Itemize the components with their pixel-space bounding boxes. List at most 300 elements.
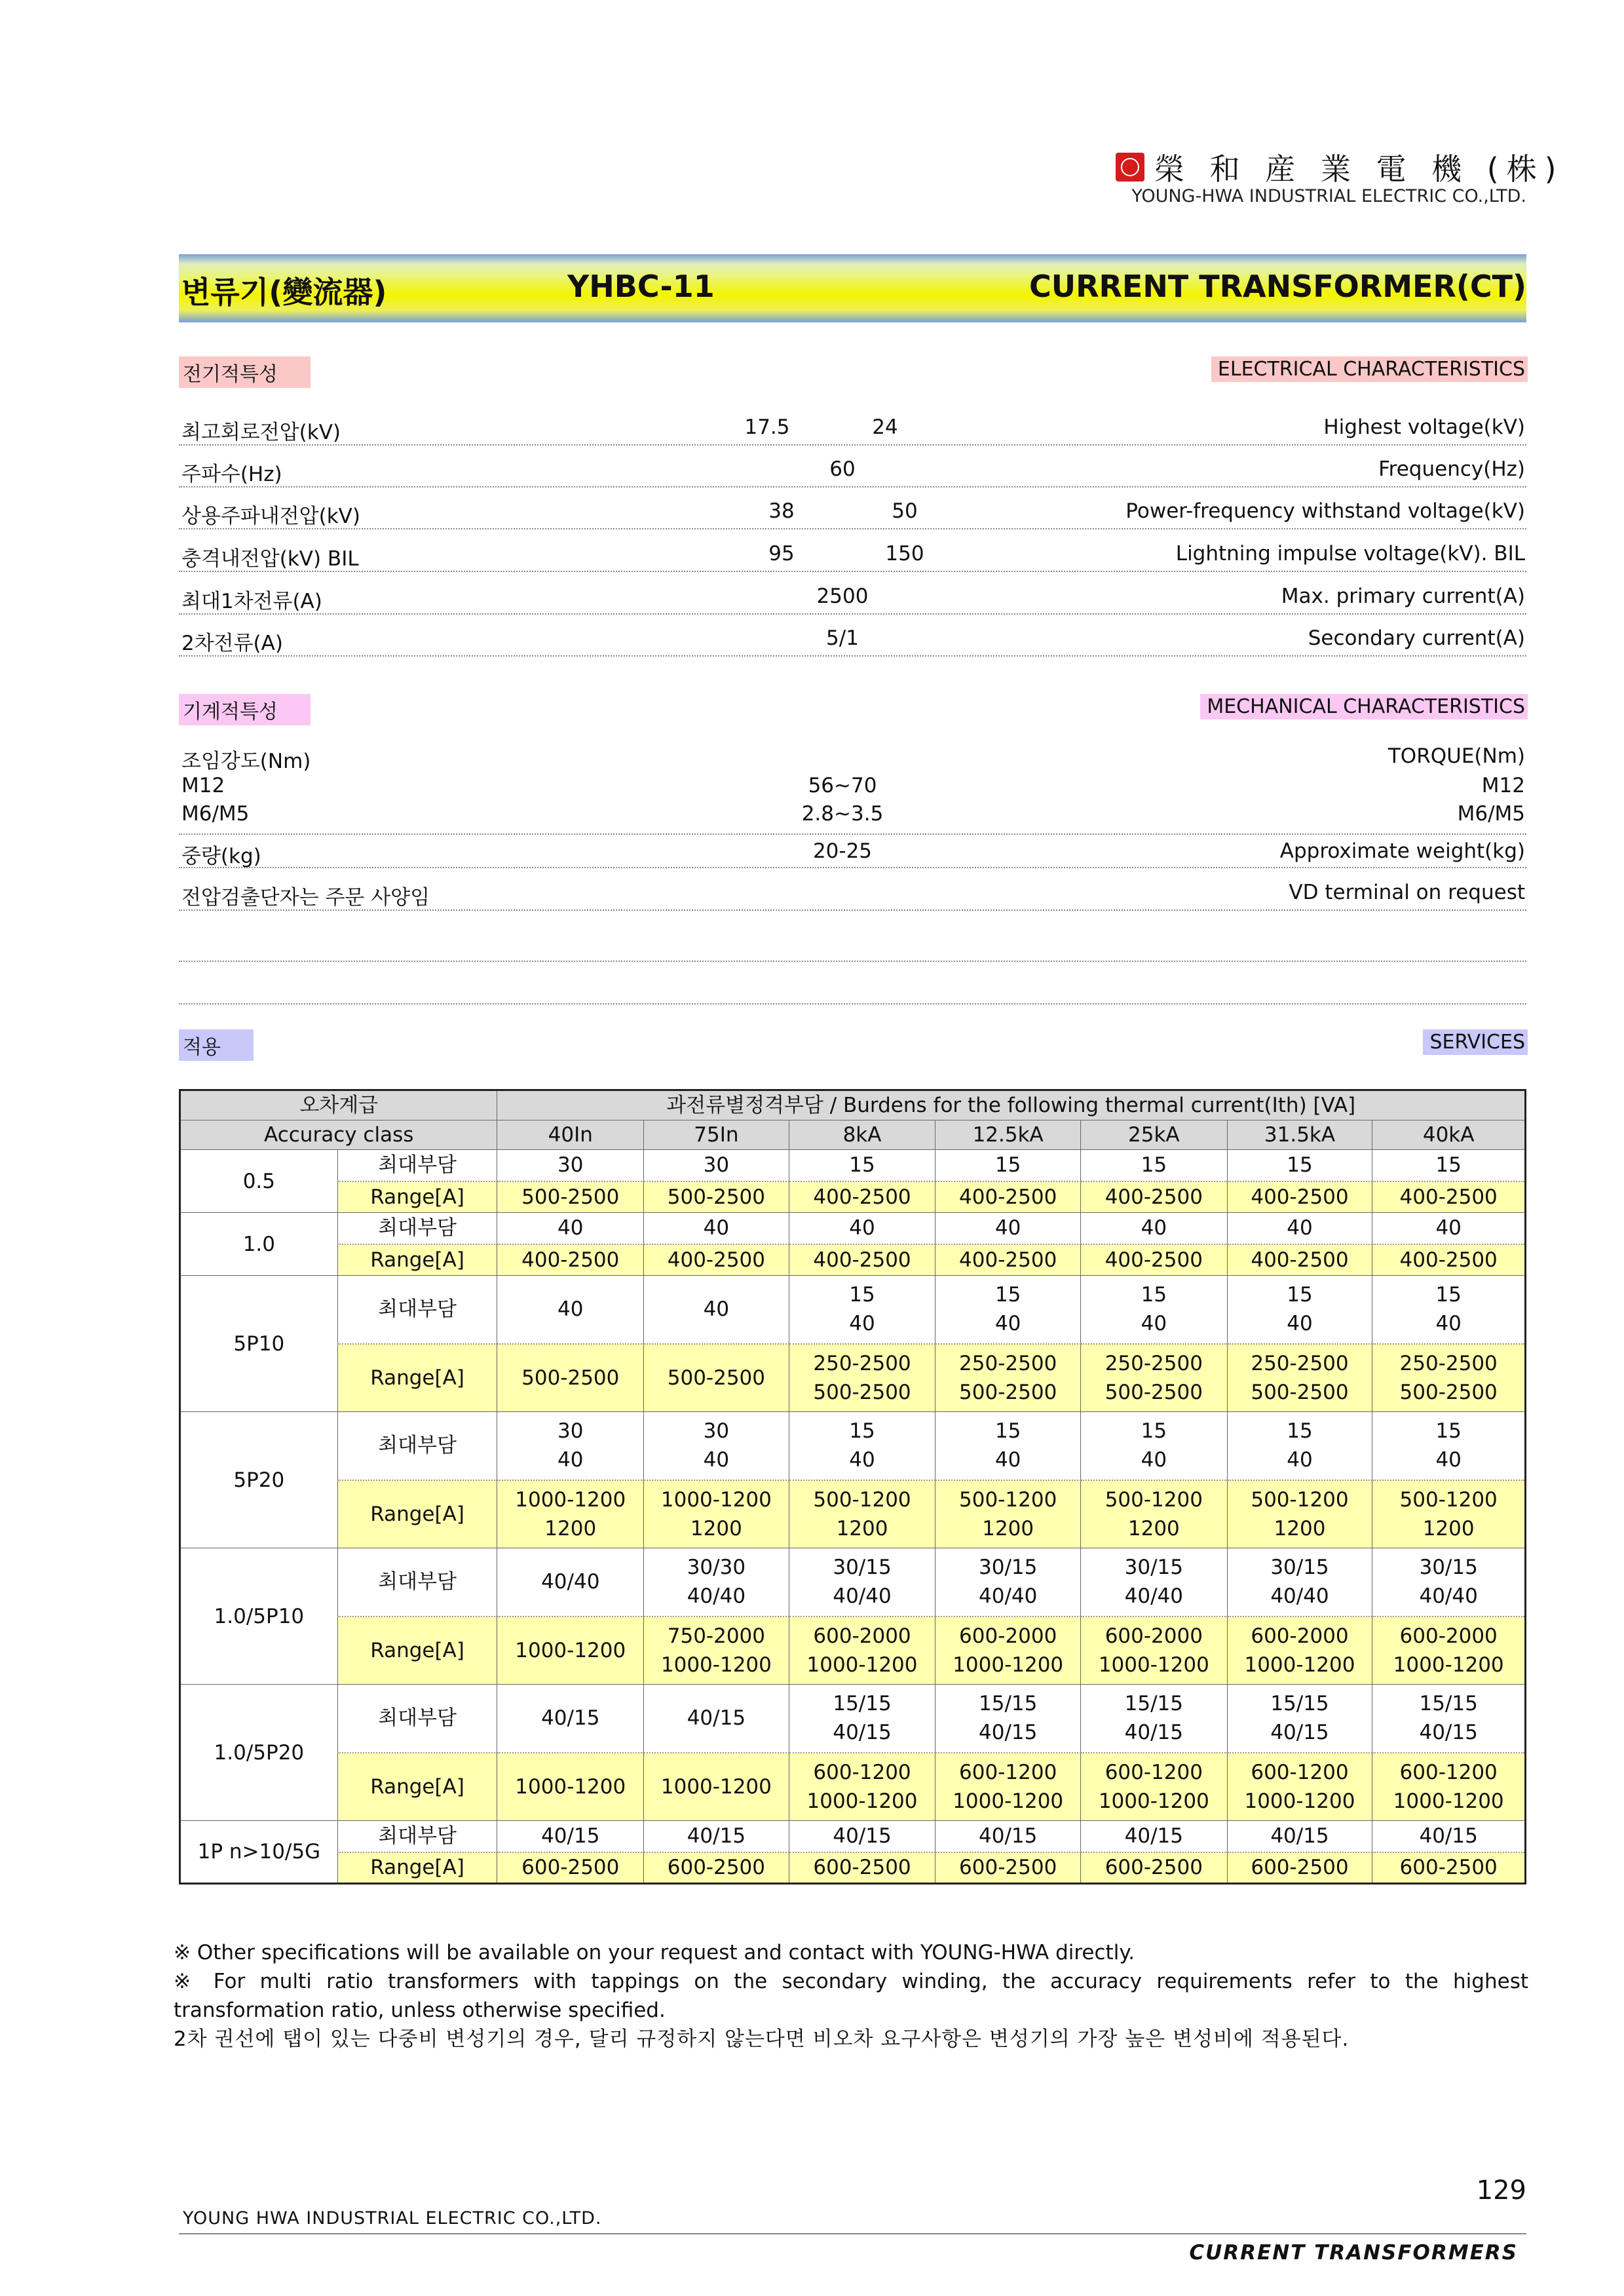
mechanical-section-en: MECHANICAL CHARACTERISTICS: [1200, 694, 1528, 719]
accuracy-header-kr: 오차계급: [180, 1090, 497, 1120]
burden-cell: [935, 1548, 1081, 1617]
burden-cell: [1372, 1412, 1526, 1480]
burden-cell: [644, 1821, 789, 1852]
table-row: [180, 1150, 1526, 1181]
range-cell: [1081, 1344, 1228, 1412]
range-cell: [1372, 1480, 1526, 1548]
cell-value: 500-1200: [813, 1487, 911, 1512]
cell-value: 600-1200: [1399, 1760, 1498, 1784]
table-row: [180, 1213, 1526, 1244]
cell-value: 40: [557, 1448, 584, 1472]
cell-value: 40/40: [687, 1584, 746, 1609]
cell-value: 250-2500: [1399, 1351, 1498, 1375]
electrical-row: 상용주파내전압(kV) 38 50 Power-frequency withstand voltage(kV): [179, 495, 1526, 529]
column-header: 75In: [644, 1120, 789, 1150]
burden-cell: [935, 1150, 1081, 1181]
footer-company: YOUNG HWA INDUSTRIAL ELECTRIC CO.,LTD.: [183, 2208, 602, 2229]
cell-value: 1200: [1422, 1516, 1475, 1540]
cell-value: 40/15: [1124, 1824, 1183, 1848]
burden-cell: [789, 1685, 935, 1753]
range-cell: [1372, 1852, 1526, 1884]
title-en: CURRENT TRANSFORMER(CT): [1029, 269, 1526, 304]
burden-label: 최대부담: [337, 1213, 497, 1244]
range-cell: [1227, 1617, 1372, 1685]
range-label: Range[A]: [337, 1480, 497, 1548]
services-table: [179, 1089, 1526, 1885]
cell-value: 15/15: [979, 1692, 1038, 1716]
range-cell: [789, 1617, 935, 1685]
cell-value: 40/15: [541, 1824, 600, 1848]
range-cell: [1227, 1344, 1372, 1412]
range-cell: [1372, 1617, 1526, 1685]
burden-label: 최대부담: [337, 1821, 497, 1852]
range-cell: [1081, 1244, 1228, 1276]
cell-value: 15/15: [833, 1692, 892, 1716]
cell-value: 400-2500: [1251, 1248, 1349, 1272]
range-cell: [644, 1617, 789, 1685]
services-section-en: SERVICES: [1423, 1029, 1528, 1055]
cell-value: 600-1200: [813, 1760, 911, 1784]
cell-value: 30/15: [1270, 1556, 1329, 1580]
range-label: Range[A]: [337, 1181, 497, 1213]
burden-cell: [1227, 1213, 1372, 1244]
cell-value: 30/15: [833, 1556, 892, 1580]
cell-value: 400-2500: [1399, 1185, 1498, 1209]
burden-cell: [1081, 1276, 1228, 1344]
cell-value: 600-2000: [959, 1624, 1057, 1648]
cell-value: 600-2500: [1399, 1856, 1498, 1880]
range-cell: [1081, 1852, 1228, 1884]
cell-value: 15: [1435, 1283, 1462, 1307]
range-cell: [497, 1753, 644, 1821]
burden-cell: [1372, 1548, 1526, 1617]
burden-cell: [1227, 1821, 1372, 1852]
cell-value: 30: [557, 1419, 584, 1444]
range-cell: [789, 1344, 935, 1412]
cell-value: 500-2500: [1399, 1380, 1498, 1404]
range-cell: [789, 1181, 935, 1213]
range-cell: [497, 1244, 644, 1276]
burden-cell: [1372, 1685, 1526, 1753]
accuracy-class-cell: 5P10: [180, 1276, 338, 1412]
note-item: 2차 권선에 탭이 있는 다중비 변성기의 경우, 달리 규정하지 않는다면 비오차 요구사항은 변성기의 가장 높은 변성비에 적용된다.: [174, 2027, 1350, 2051]
cell-value: 40: [849, 1448, 875, 1472]
electrical-row: 2차전류(A) 5/1 Secondary current(A): [179, 622, 1526, 657]
cell-value: 600-2500: [813, 1856, 911, 1880]
accuracy-class-cell: 0.5: [180, 1150, 338, 1213]
cell-value: 40/40: [1419, 1584, 1478, 1609]
table-row: [180, 1276, 1526, 1344]
cell-value: 30: [703, 1419, 730, 1444]
cell-value: 15: [994, 1419, 1021, 1444]
cell-value: 600-2500: [1251, 1856, 1349, 1880]
cell-value: 40/15: [1270, 1721, 1329, 1745]
range-cell: [1227, 1181, 1372, 1213]
cell-value: 1000-1200: [660, 1774, 772, 1799]
range-label: Range[A]: [337, 1244, 497, 1276]
burden-cell: [497, 1548, 644, 1617]
burden-cell: [1081, 1548, 1228, 1617]
burden-cell: [1227, 1685, 1372, 1753]
cell-value: 40/15: [979, 1824, 1038, 1848]
burden-cell: [1081, 1213, 1228, 1244]
cell-value: 15: [994, 1283, 1021, 1307]
cell-value: 600-2500: [1105, 1856, 1203, 1880]
burden-cell: [497, 1685, 644, 1753]
range-cell: [1372, 1244, 1526, 1276]
burden-label: 최대부담: [337, 1150, 497, 1181]
electrical-section-en: ELECTRICAL CHARACTERISTICS: [1211, 356, 1528, 382]
cell-value: 400-2500: [521, 1248, 620, 1272]
range-cell: [497, 1617, 644, 1685]
cell-value: 40/15: [1419, 1721, 1478, 1745]
range-cell: [497, 1480, 644, 1548]
footer-divider: [179, 2233, 1526, 2234]
cell-value: 40/15: [541, 1706, 600, 1731]
column-header: 8kA: [789, 1120, 935, 1150]
cell-value: 1200: [982, 1516, 1034, 1540]
cell-value: 40: [1141, 1216, 1167, 1240]
range-cell: [1227, 1244, 1372, 1276]
burden-cell: [1372, 1150, 1526, 1181]
table-row: [180, 1821, 1526, 1852]
mechanical-section-kr: 기계적특성: [179, 694, 311, 725]
range-cell: [1227, 1480, 1372, 1548]
cell-value: 40/40: [1270, 1584, 1329, 1609]
cell-value: 400-2500: [959, 1185, 1057, 1209]
page-number: 129: [1476, 2175, 1526, 2206]
title-kr: 변류기(變流器): [181, 275, 387, 310]
table-row: [180, 1685, 1526, 1753]
burden-cell: [644, 1412, 789, 1480]
cell-value: 15: [849, 1419, 875, 1444]
cell-value: 40/15: [1270, 1824, 1329, 1848]
cell-value: 600-2000: [813, 1624, 911, 1648]
notes: [174, 1938, 1528, 2054]
burden-cell: [789, 1213, 935, 1244]
cell-value: 400-2500: [1251, 1185, 1349, 1209]
cell-value: 15: [994, 1153, 1021, 1177]
range-label: Range[A]: [337, 1344, 497, 1412]
cell-value: 250-2500: [813, 1351, 911, 1375]
cell-value: 40/15: [687, 1824, 746, 1848]
burden-cell: [644, 1276, 789, 1344]
footer-section: CURRENT TRANSFORMERS: [1189, 2241, 1518, 2265]
column-header: 25kA: [1081, 1120, 1228, 1150]
burden-cell: [644, 1213, 789, 1244]
cell-value: 30/30: [687, 1556, 746, 1580]
cell-value: 40: [1287, 1448, 1313, 1472]
burden-cell: [1372, 1276, 1526, 1344]
burden-cell: [644, 1150, 789, 1181]
cell-value: 15: [1141, 1283, 1167, 1307]
range-cell: [935, 1852, 1081, 1884]
cell-value: 1200: [544, 1516, 597, 1540]
cell-value: 40/40: [833, 1584, 892, 1609]
cell-value: 40: [557, 1297, 584, 1322]
cell-value: 1000-1200: [806, 1653, 918, 1677]
cell-value: 1000-1200: [515, 1487, 626, 1512]
cell-value: 600-2500: [959, 1856, 1057, 1880]
range-cell: [497, 1344, 644, 1412]
range-cell: [644, 1480, 789, 1548]
burden-cell: [1227, 1150, 1372, 1181]
range-cell: [1372, 1753, 1526, 1821]
burden-cell: [935, 1276, 1081, 1344]
burden-cell: [1081, 1412, 1228, 1480]
range-cell: [935, 1753, 1081, 1821]
company-logo-icon: [1116, 153, 1144, 182]
burden-cell: [935, 1685, 1081, 1753]
cell-value: 1000-1200: [1393, 1653, 1504, 1677]
cell-value: 1000-1200: [1244, 1653, 1355, 1677]
services-section-kr: 적용: [179, 1029, 254, 1061]
range-cell: [644, 1181, 789, 1213]
cell-value: 1000-1200: [1244, 1789, 1355, 1813]
cell-value: 500-1200: [1399, 1487, 1498, 1512]
table-row: [180, 1852, 1526, 1884]
burden-cell: [935, 1213, 1081, 1244]
cell-value: 750-2000: [667, 1624, 765, 1648]
cell-value: 40: [1287, 1312, 1313, 1336]
burden-cell: [935, 1821, 1081, 1852]
cell-value: 1000-1200: [660, 1653, 772, 1677]
cell-value: 1000-1200: [1393, 1789, 1504, 1813]
burden-cell: [1081, 1150, 1228, 1181]
table-row: [180, 1617, 1526, 1685]
cell-value: 40: [994, 1448, 1021, 1472]
cell-value: 250-2500: [1251, 1351, 1349, 1375]
table-row: [180, 1480, 1526, 1548]
cell-value: 1200: [1127, 1516, 1180, 1540]
range-cell: [1227, 1852, 1372, 1884]
range-cell: [644, 1244, 789, 1276]
cell-value: 500-1200: [959, 1487, 1057, 1512]
blank-row: [179, 919, 1526, 962]
electrical-row: 충격내전압(kV) BIL 95 150 Lightning impulse voltage(kV). BIL: [179, 538, 1526, 572]
range-cell: [789, 1480, 935, 1548]
range-cell: [789, 1852, 935, 1884]
range-cell: [935, 1617, 1081, 1685]
range-cell: [644, 1753, 789, 1821]
burden-cell: [789, 1276, 935, 1344]
cell-value: 40: [849, 1312, 875, 1336]
range-cell: [789, 1244, 935, 1276]
cell-value: 400-2500: [1105, 1248, 1203, 1272]
column-header: 31.5kA: [1227, 1120, 1372, 1150]
burden-cell: [789, 1412, 935, 1480]
accuracy-header-en: Accuracy class: [180, 1120, 497, 1150]
accuracy-class-cell: 1.0/5P10: [180, 1548, 338, 1685]
company-name-en: YOUNG-HWA INDUSTRIAL ELECTRIC CO.,LTD.: [1131, 186, 1526, 206]
cell-value: 15/15: [1419, 1692, 1478, 1716]
burden-cell: [497, 1150, 644, 1181]
range-cell: [935, 1244, 1081, 1276]
cell-value: 1200: [1274, 1516, 1326, 1540]
cell-value: 30/15: [1419, 1556, 1478, 1580]
cell-value: 40: [994, 1216, 1021, 1240]
cell-value: 40: [703, 1448, 730, 1472]
burden-cell: [935, 1412, 1081, 1480]
cell-value: 600-1200: [959, 1760, 1057, 1784]
cell-value: 15: [1141, 1419, 1167, 1444]
cell-value: 600-2500: [521, 1856, 620, 1880]
range-cell: [644, 1344, 789, 1412]
range-cell: [1081, 1753, 1228, 1821]
burden-cell: [789, 1821, 935, 1852]
cell-value: 40/15: [833, 1721, 892, 1745]
cell-value: 600-1200: [1251, 1760, 1349, 1784]
table-row: [180, 1344, 1526, 1412]
cell-value: 15: [1287, 1283, 1313, 1307]
cell-value: 40/15: [1419, 1824, 1478, 1848]
cell-value: 15/15: [1124, 1692, 1183, 1716]
cell-value: 15: [1141, 1153, 1167, 1177]
range-cell: [935, 1480, 1081, 1548]
burden-cell: [1227, 1412, 1372, 1480]
cell-value: 1000-1200: [515, 1774, 626, 1799]
cell-value: 40: [1141, 1312, 1167, 1336]
cell-value: 40/40: [541, 1570, 600, 1594]
cell-value: 40: [557, 1216, 584, 1240]
burden-cell: [789, 1150, 935, 1181]
note-item: ※ Other specifications will be available on your request and contact with YOUNG-HWA directly.: [174, 1941, 1135, 1964]
cell-value: 15: [1435, 1153, 1462, 1177]
cell-value: 40: [1141, 1448, 1167, 1472]
range-cell: [497, 1852, 644, 1884]
torque-row: 조임강도(Nm) TORQUE(Nm) M12 56~70 M12 M6/M5 2.8~3.5 M6/M5: [179, 740, 1526, 835]
burden-cell: [1081, 1821, 1228, 1852]
range-cell: [789, 1753, 935, 1821]
note-item: ※ For multi ratio transformers with tappings on the secondary winding, the accuracy requirements refer to the highest transformation ratio, unless otherwise specified.: [174, 1970, 1528, 2022]
cell-value: 250-2500: [1105, 1351, 1203, 1375]
burden-cell: [644, 1548, 789, 1617]
cell-value: 400-2500: [1399, 1248, 1498, 1272]
range-cell: [644, 1852, 789, 1884]
cell-value: 500-2500: [667, 1185, 765, 1209]
column-header: 12.5kA: [935, 1120, 1081, 1150]
cell-value: 40: [849, 1216, 875, 1240]
range-cell: [935, 1344, 1081, 1412]
cell-value: 400-2500: [959, 1248, 1057, 1272]
cell-value: 1000-1200: [660, 1487, 772, 1512]
electrical-row: 주파수(Hz) 60 Frequency(Hz): [179, 453, 1526, 488]
cell-value: 40/40: [979, 1584, 1038, 1609]
cell-value: 1000-1200: [806, 1789, 918, 1813]
cell-value: 40/15: [687, 1706, 746, 1731]
table-row: [180, 1548, 1526, 1617]
range-label: Range[A]: [337, 1852, 497, 1884]
range-cell: [935, 1181, 1081, 1213]
cell-value: 40/15: [1124, 1721, 1183, 1745]
range-label: Range[A]: [337, 1753, 497, 1821]
accuracy-class-cell: 5P20: [180, 1412, 338, 1548]
burden-cell: [1372, 1821, 1526, 1852]
burden-cell: [1227, 1276, 1372, 1344]
weight-row: 중량(kg) 20-25 Approximate weight(kg): [179, 834, 1526, 868]
blank-row: [179, 961, 1526, 1004]
cell-value: 40/40: [1124, 1584, 1183, 1609]
cell-value: 15/15: [1270, 1692, 1329, 1716]
cell-value: 600-1200: [1105, 1760, 1203, 1784]
accuracy-class-cell: 1P n>10/5G: [180, 1821, 338, 1884]
cell-value: 500-2500: [813, 1380, 911, 1404]
accuracy-class-cell: 1.0/5P20: [180, 1685, 338, 1821]
cell-value: 1000-1200: [1098, 1789, 1209, 1813]
title-model: YHBC-11: [567, 269, 715, 304]
cell-value: 15: [1287, 1153, 1313, 1177]
burden-cell: [497, 1821, 644, 1852]
cell-value: 1200: [836, 1516, 888, 1540]
table-row: [180, 1181, 1526, 1213]
company-name-kr: 榮 和 産 業 電 機 (株): [1154, 151, 1564, 187]
cell-value: 500-2500: [521, 1185, 620, 1209]
range-cell: [1372, 1181, 1526, 1213]
electrical-row: 최고회로전압(kV) 17.5 24 Highest voltage(kV): [179, 411, 1526, 446]
burden-cell: [789, 1548, 935, 1617]
cell-value: 600-2000: [1105, 1624, 1203, 1648]
burden-header: 과전류별정격부담 / Burdens for the following thermal current(Ith) [VA]: [497, 1090, 1526, 1120]
cell-value: 500-2500: [1105, 1380, 1203, 1404]
cell-value: 1000-1200: [1098, 1653, 1209, 1677]
column-header: 40kA: [1372, 1120, 1526, 1150]
accuracy-class-cell: 1.0: [180, 1213, 338, 1276]
burden-cell: [644, 1685, 789, 1753]
burden-label: 최대부담: [337, 1412, 497, 1480]
cell-value: 400-2500: [667, 1248, 765, 1272]
cell-value: 40/15: [979, 1721, 1038, 1745]
burden-cell: [1227, 1548, 1372, 1617]
column-header: 40In: [497, 1120, 644, 1150]
burden-label: 최대부담: [337, 1276, 497, 1344]
cell-value: 40: [1435, 1448, 1462, 1472]
cell-value: 30/15: [1124, 1556, 1183, 1580]
cell-value: 40: [703, 1216, 730, 1240]
range-cell: [1227, 1753, 1372, 1821]
cell-value: 500-2500: [959, 1380, 1057, 1404]
cell-value: 15: [849, 1283, 875, 1307]
cell-value: 40/15: [833, 1824, 892, 1848]
table-row: [180, 1412, 1526, 1480]
cell-value: 1000-1200: [953, 1653, 1064, 1677]
vd-terminal-row: 전압검출단자는 주문 사양임 VD terminal on request: [179, 877, 1526, 911]
cell-value: 30: [703, 1153, 730, 1177]
range-cell: [1081, 1617, 1228, 1685]
electrical-section-kr: 전기적특성: [179, 356, 311, 388]
cell-value: 600-2500: [667, 1856, 765, 1880]
burden-cell: [497, 1213, 644, 1244]
burden-label: 최대부담: [337, 1548, 497, 1617]
table-row: [180, 1753, 1526, 1821]
cell-value: 30: [557, 1153, 584, 1177]
cell-value: 30/15: [979, 1556, 1038, 1580]
burden-cell: [1081, 1685, 1228, 1753]
cell-value: 500-2500: [521, 1366, 620, 1390]
table-row: [180, 1244, 1526, 1276]
cell-value: 400-2500: [813, 1248, 911, 1272]
cell-value: 15: [1287, 1419, 1313, 1444]
range-cell: [1372, 1344, 1526, 1412]
cell-value: 500-2500: [667, 1366, 765, 1390]
range-cell: [1081, 1181, 1228, 1213]
cell-value: 40: [994, 1312, 1021, 1336]
cell-value: 40: [1287, 1216, 1313, 1240]
cell-value: 1000-1200: [515, 1638, 626, 1662]
burden-cell: [497, 1276, 644, 1344]
burden-label: 최대부담: [337, 1685, 497, 1753]
cell-value: 250-2500: [959, 1351, 1057, 1375]
burden-cell: [497, 1412, 644, 1480]
